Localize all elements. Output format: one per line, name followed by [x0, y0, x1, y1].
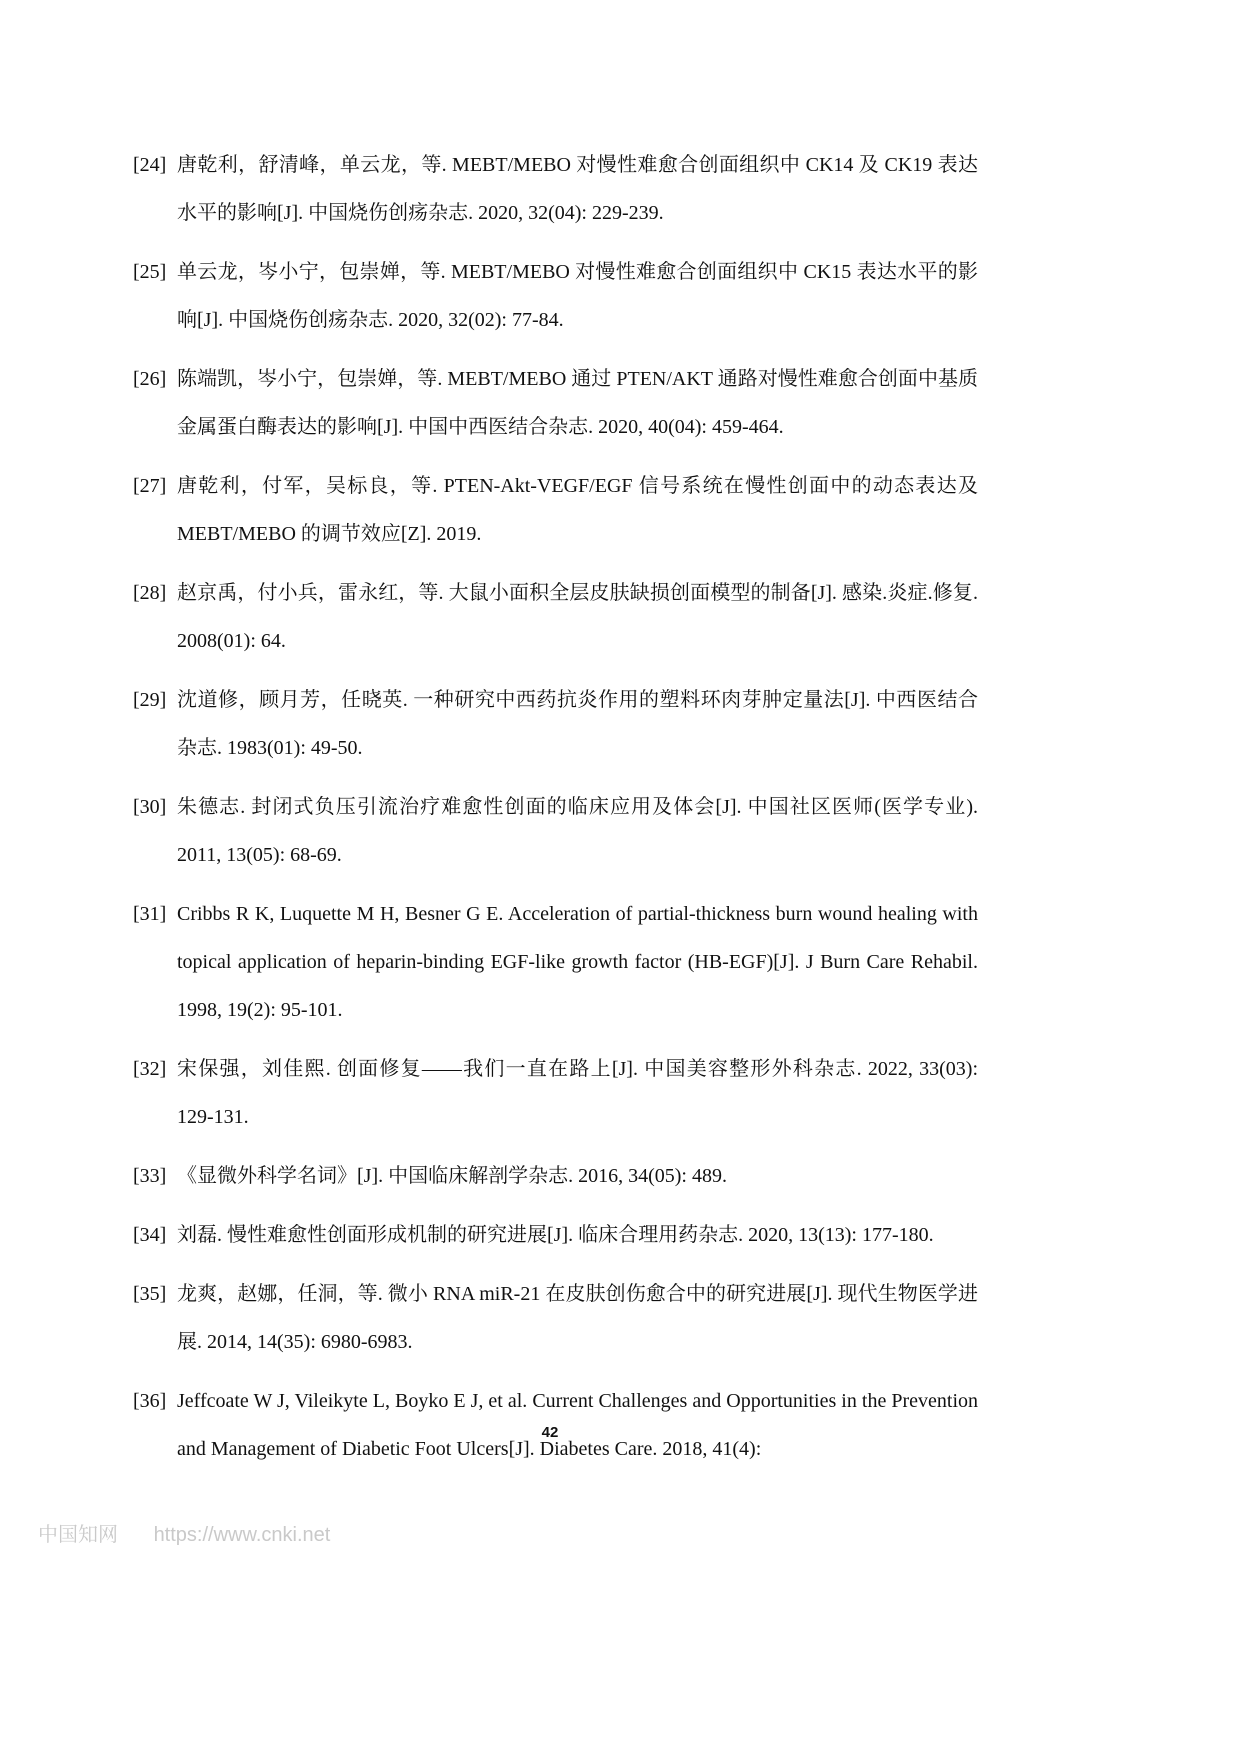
reference-text: 唐乾利，舒清峰，单云龙，等. MEBT/MEBO 对慢性难愈合创面组织中 CK14 及 CK19 表达水平的影响[J]. 中国烧伤创疡杂志. 2020, 32(04): 229-239. [177, 154, 978, 224]
reference-item [133, 248, 978, 344]
reference-number: [25] [133, 261, 167, 283]
reference-item [133, 676, 978, 772]
reference-number: [31] [133, 903, 167, 925]
reference-item [133, 569, 978, 665]
reference-text: 龙爽，赵娜，任洞，等. 微小 RNA miR-21 在皮肤创伤愈合中的研究进展[J]. 现代生物医学进展. 2014, 14(35): 6980-6983. [177, 1283, 978, 1353]
reference-number: [27] [133, 475, 167, 497]
reference-item [133, 890, 978, 1034]
page-number: 42 [541, 1424, 559, 1441]
reference-text: 陈端凯，岑小宁，包崇婵，等. MEBT/MEBO 通过 PTEN/AKT 通路对慢性难愈合创面中基质金属蛋白酶表达的影响[J]. 中国中西医结合杂志. 2020, 40(04): 459-464. [177, 368, 978, 438]
reference-item [133, 355, 978, 451]
reference-item [133, 141, 978, 237]
reference-item [133, 1270, 978, 1366]
reference-number: [26] [133, 368, 167, 390]
reference-number: [29] [133, 689, 167, 711]
cnki-watermark [38, 1518, 330, 1547]
reference-number: [30] [133, 796, 167, 818]
reference-text: 赵京禹，付小兵，雷永红，等. 大鼠小面积全层皮肤缺损创面模型的制备[J]. 感染.炎症.修复. 2008(01): 64. [177, 582, 978, 652]
reference-text: Cribbs R K, Luquette M H, Besner G E. Acceleration of partial-thickness burn wound healing with topical application of heparin-binding EGF-like growth factor (HB-EGF)[J]. J Burn Care Rehabil. 1998, 19(2): 95-101. [177, 903, 978, 1021]
reference-item [133, 462, 978, 558]
reference-number: [28] [133, 582, 167, 604]
reference-text: 沈道修，顾月芳，任晓英. 一种研究中西药抗炎作用的塑料环肉芽肿定量法[J]. 中西医结合杂志. 1983(01): 49-50. [177, 689, 978, 759]
reference-number: [32] [133, 1058, 167, 1080]
reference-text: 刘磊. 慢性难愈性创面形成机制的研究进展[J]. 临床合理用药杂志. 2020, 13(13): 177-180. [177, 1224, 934, 1246]
reference-text: 唐乾利，付军，吴标良，等. PTEN-Akt-VEGF/EGF 信号系统在慢性创面中的动态表达及 MEBT/MEBO 的调节效应[Z]. 2019. [177, 475, 978, 545]
reference-item [133, 783, 978, 879]
reference-item [133, 1152, 978, 1200]
reference-text: Jeffcoate W J, Vileikyte L, Boyko E J, et al. Current Challenges and Opportunities in the Prevention and Management of Diabetic Foot Ulcers[J]. Diabetes Care. 2018, 41(4): [177, 1390, 978, 1460]
reference-number: [24] [133, 154, 167, 176]
reference-text: 宋保强，刘佳熙. 创面修复——我们一直在路上[J]. 中国美容整形外科杂志. 2022, 33(03): 129-131. [177, 1058, 978, 1128]
reference-item [133, 1211, 978, 1259]
reference-number: [36] [133, 1390, 167, 1412]
reference-item [133, 1045, 978, 1141]
watermark-url: https://www.cnki.net [153, 1524, 331, 1546]
reference-text: 单云龙，岑小宁，包崇婵，等. MEBT/MEBO 对慢性难愈合创面组织中 CK15 表达水平的影响[J]. 中国烧伤创疡杂志. 2020, 32(02): 77-84. [177, 261, 978, 331]
watermark-brand: 中国知网 [38, 1524, 118, 1546]
reference-number: [35] [133, 1283, 167, 1305]
reference-text: 《显微外科学名词》[J]. 中国临床解剖学杂志. 2016, 34(05): 489. [177, 1165, 727, 1187]
reference-list [133, 141, 978, 1484]
reference-number: [33] [133, 1165, 167, 1187]
reference-number: [34] [133, 1224, 167, 1246]
reference-text: 朱德志. 封闭式负压引流治疗难愈性创面的临床应用及体会[J]. 中国社区医师(医学专业). 2011, 13(05): 68-69. [177, 796, 978, 866]
